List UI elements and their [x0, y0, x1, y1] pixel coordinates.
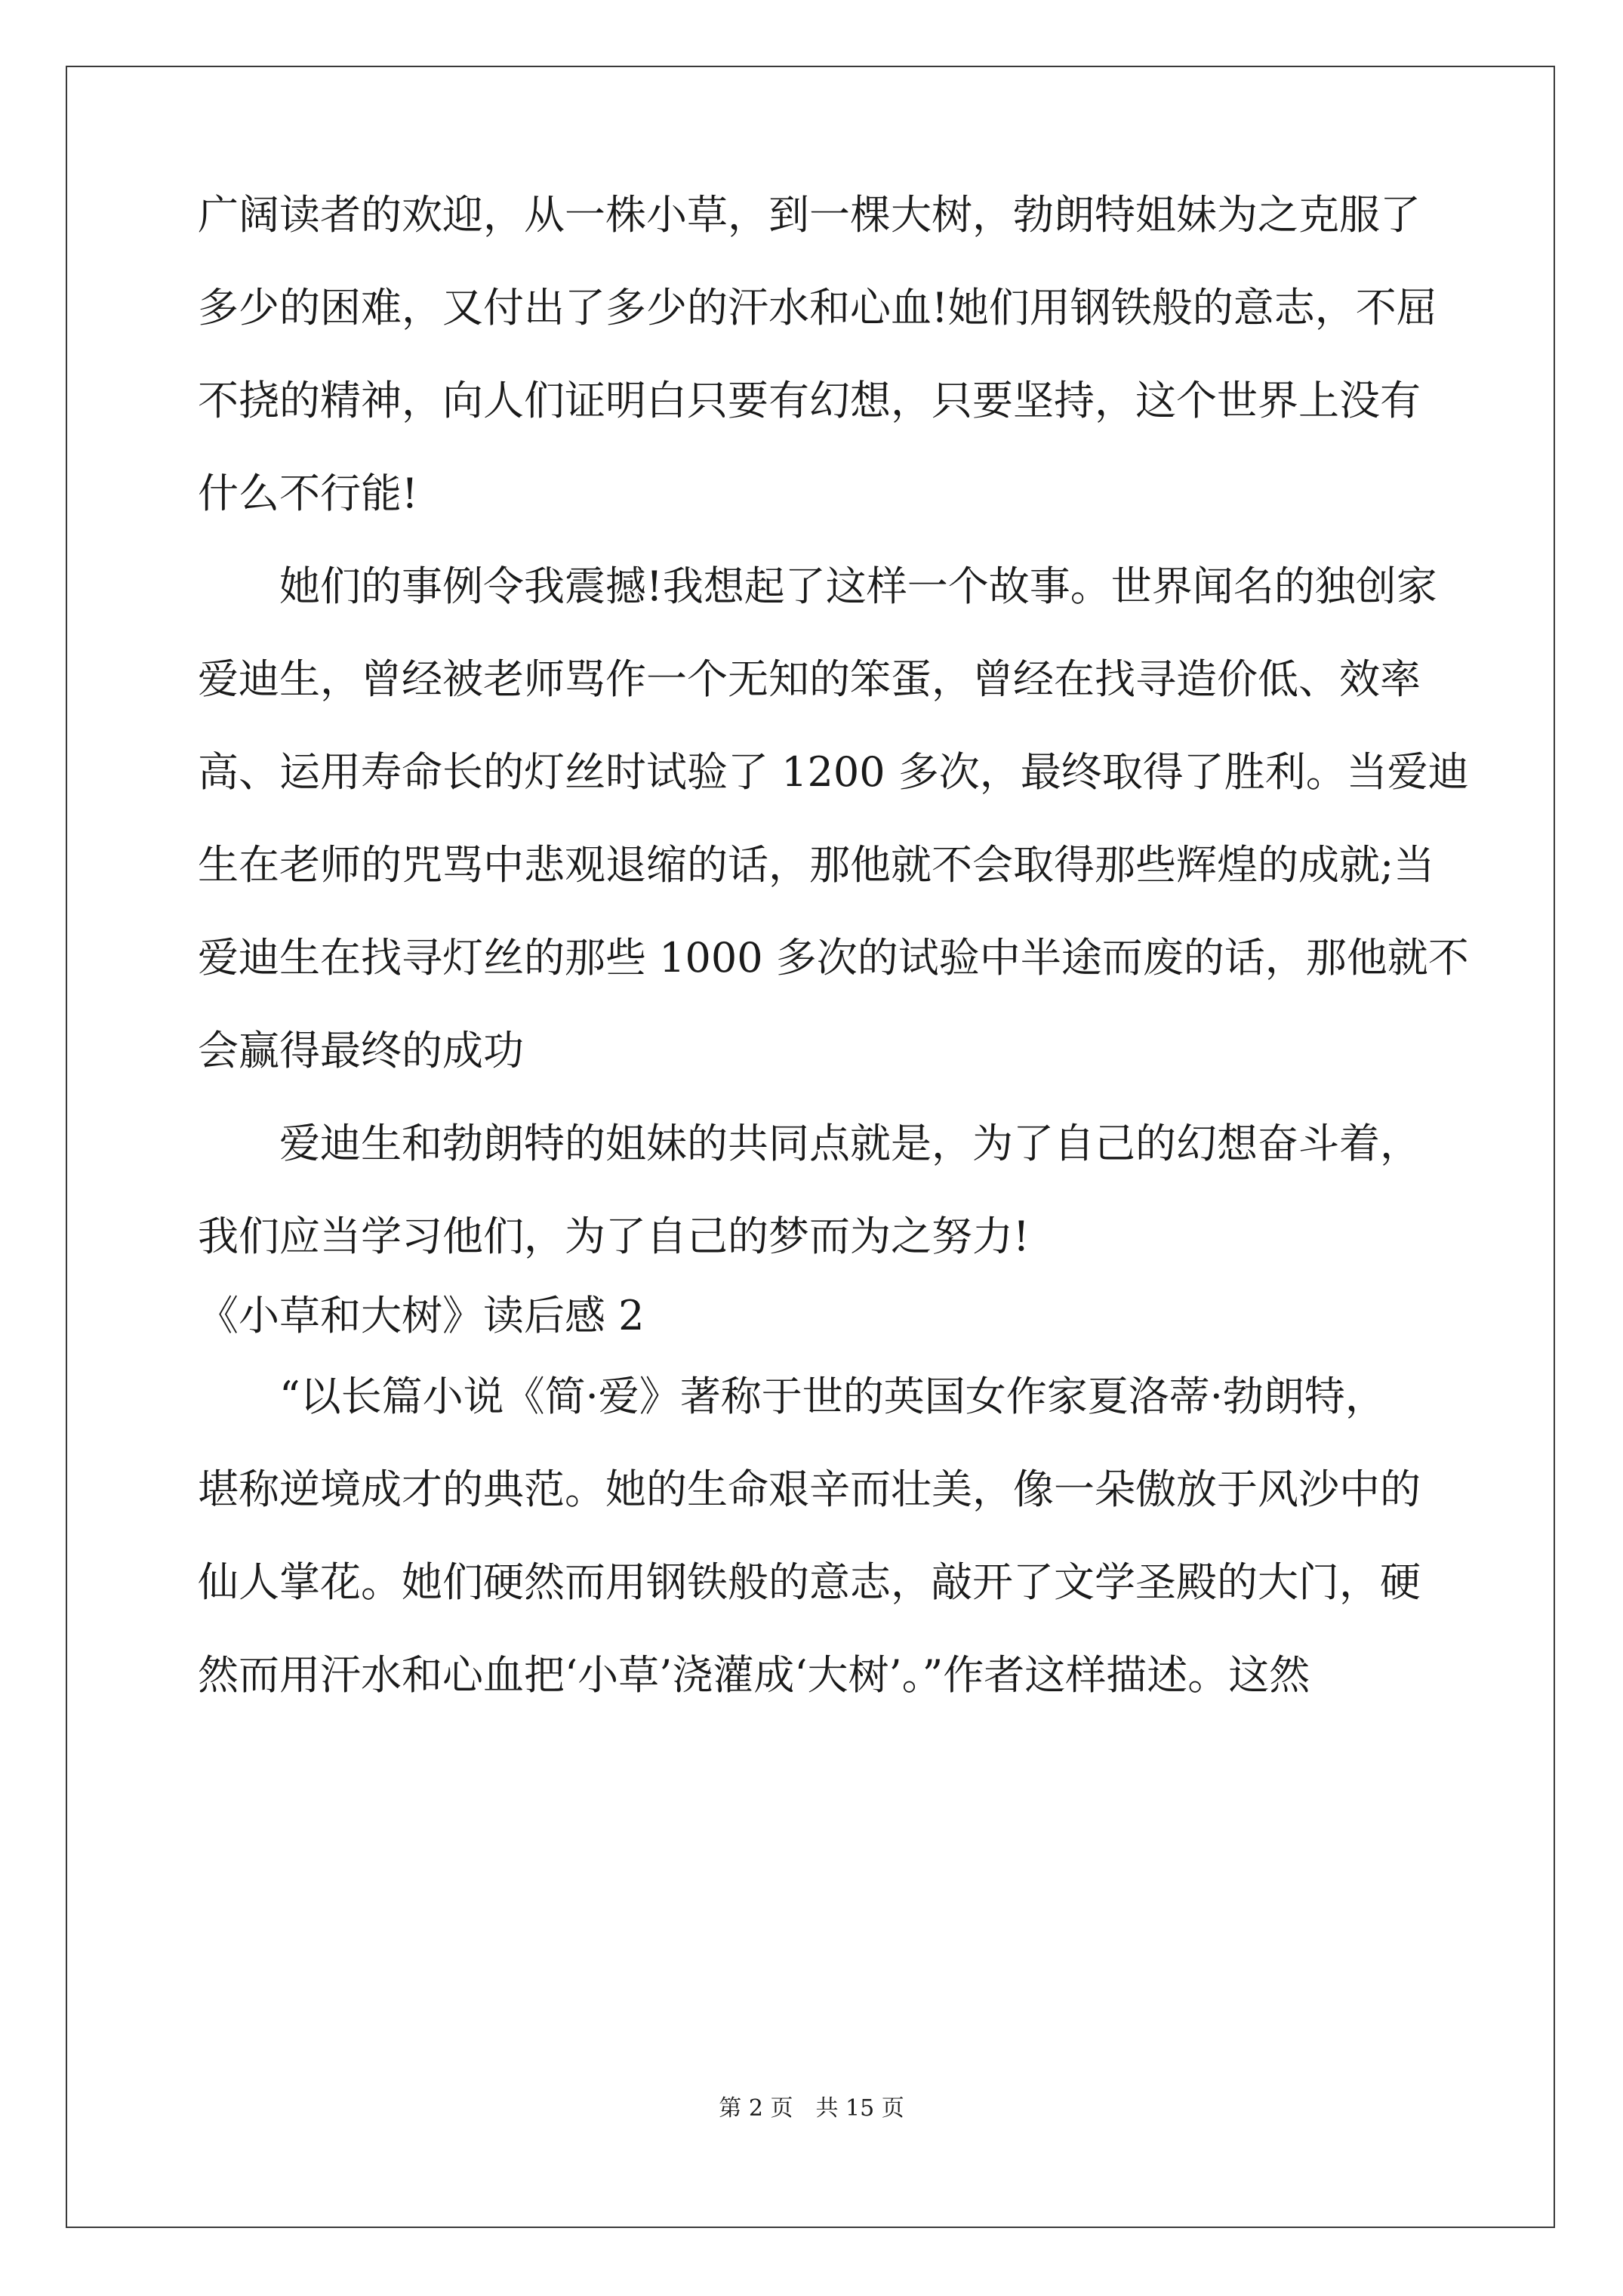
- text-line: 高、运用寿命长的灯丝时试验了 1200 多次，最终取得了胜利。当爱迪: [198, 748, 1469, 796]
- text-line: 不挠的精神，向人们证明白只要有幻想，只要坚持，这个世界上没有: [198, 377, 1421, 424]
- text-line: 然而用汗水和心血把‘小草’浇灌成‘大树’。”作者这样描述。这然: [198, 1651, 1310, 1699]
- text-line: 生在老师的咒骂中悲观退缩的话，那他就不会取得那些辉煌的成就;当: [198, 841, 1435, 889]
- section-heading: 《小草和大树》读后感 2: [198, 1292, 645, 1339]
- text-line: 多少的困难，又付出了多少的汗水和心血!她们用钢铁般的意志，不屈: [198, 284, 1437, 331]
- text-line: 爱迪生和勃朗特的姐妹的共同点就是，为了自己的幻想奋斗着，: [198, 1120, 1421, 1167]
- text-line: “以长篇小说《简·爱》著称于世的英国女作家夏洛蒂·勃朗特，: [198, 1373, 1386, 1420]
- text-line: 我们应当学习他们，为了自己的梦而为之努力!: [198, 1213, 1030, 1260]
- text-line: 她们的事例令我震撼!我想起了这样一个故事。世界闻名的独创家: [198, 562, 1437, 610]
- text-line: 仙人掌花。她们硬然而用钢铁般的意志，敲开了文学圣殿的大门，硬: [198, 1558, 1421, 1606]
- text-line: 什么不行能!: [198, 470, 418, 517]
- text-line: 广阔读者的欢迎，从一株小草，到一棵大树，勃朗特姐妹为之克服了: [198, 191, 1421, 239]
- text-line: 会赢得最终的成功: [198, 1027, 524, 1074]
- text-line: 爱迪生，曾经被老师骂作一个无知的笨蛋，曾经在找寻造价低、效率: [198, 655, 1421, 703]
- page-number-footer: 第 2 页 共 15 页: [719, 2095, 904, 2122]
- text-line: 爱迪生在找寻灯丝的那些 1000 多次的试验中半途而废的话，那他就不: [198, 934, 1469, 982]
- text-line: 堪称逆境成才的典范。她的生命艰辛而壮美，像一朵傲放于风沙中的: [198, 1465, 1421, 1513]
